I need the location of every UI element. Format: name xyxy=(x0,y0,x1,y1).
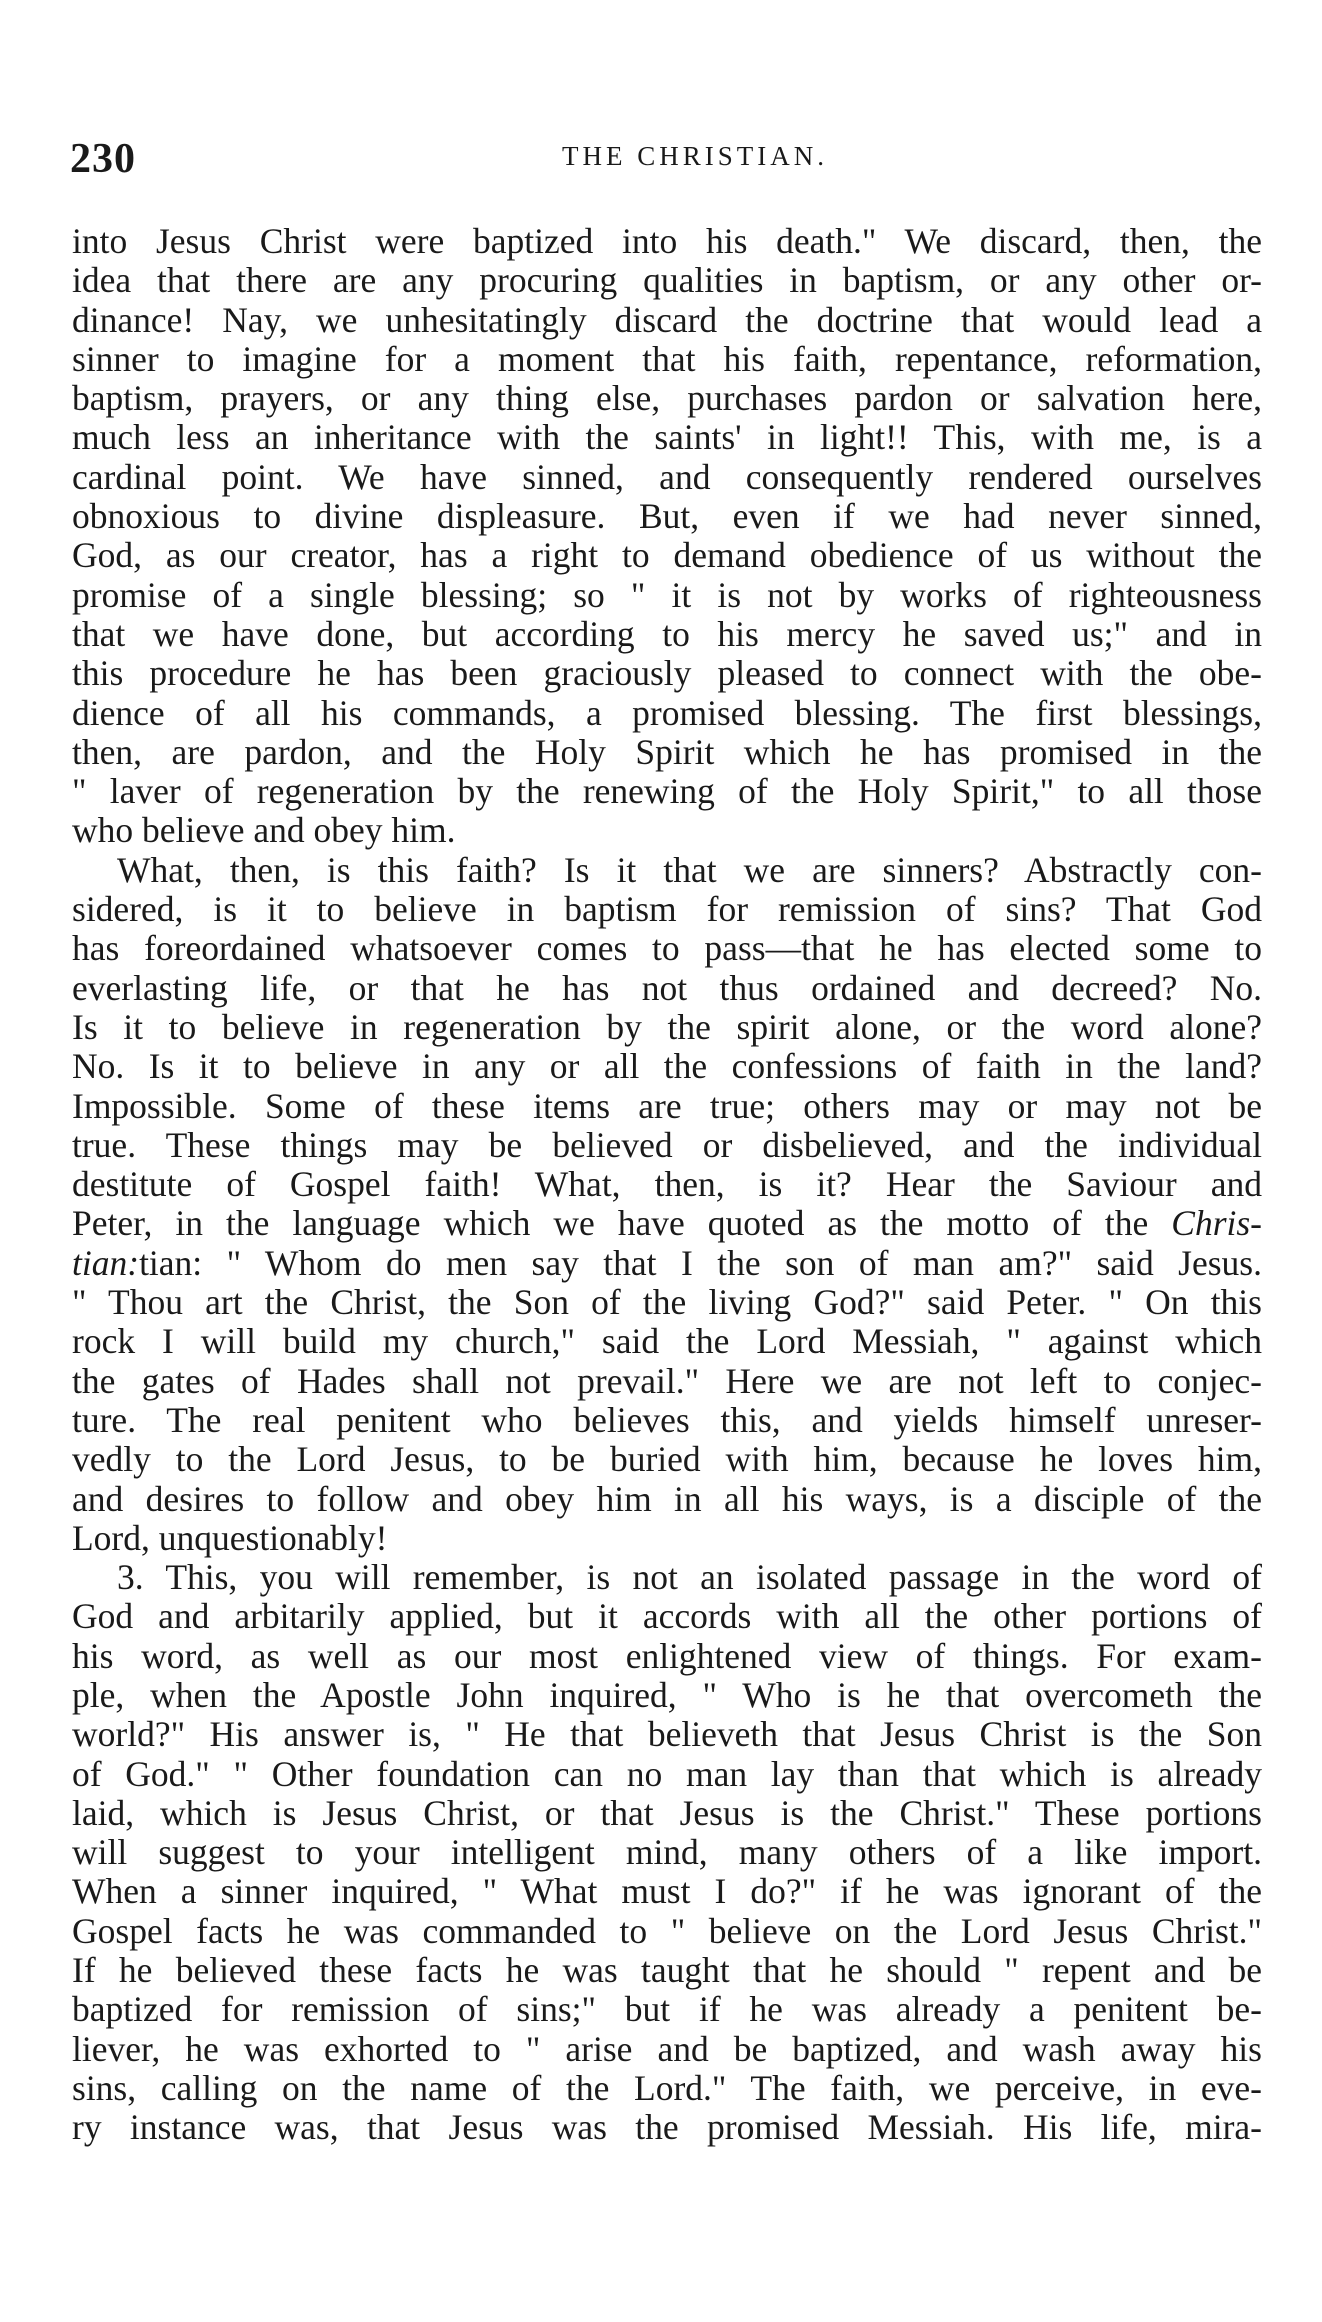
text-line: idea that there are any procuring qualities in baptism, or any other or- xyxy=(72,260,1262,301)
text-line: Is it to believe in regeneration by the spirit alone, or the word alone? xyxy=(72,1006,1262,1047)
text-line: sidered, is it to believe in baptism for remission of sins? That God xyxy=(72,889,1262,930)
text-line: much less an inheritance with the saints' in light!! This, with me, is a xyxy=(72,417,1262,458)
text-line: has foreordained whatsoever comes to pass—that he has elected some to xyxy=(72,928,1262,969)
text-line: will suggest to your intelligent mind, many others of a like import. xyxy=(72,1832,1262,1873)
text-line: God, as our creator, has a right to demand obedience of us without the xyxy=(72,535,1262,576)
text-line: everlasting life, or that he has not thus ordained and decreed? No. xyxy=(72,967,1262,1008)
text-line: world?" His answer is, " He that believeth that Jesus Christ is the Son xyxy=(72,1714,1262,1755)
text-line: his word, as well as our most enlightened view of things. For exam- xyxy=(72,1635,1262,1676)
text-line: destitute of Gospel faith! What, then, is it? Hear the Saviour and xyxy=(72,1164,1262,1205)
text-line: baptized for remission of sins;" but if he was already a penitent be- xyxy=(72,1989,1262,2030)
text-line: into Jesus Christ were baptized into his death." We discard, then, the xyxy=(72,221,1262,261)
text-line-with-italic xyxy=(72,1244,1262,1283)
text-line: Lord, unquestionably! xyxy=(72,1517,388,1558)
text-line: If he believed these facts he was taught that he should " repent and be xyxy=(72,1950,1262,1991)
text-line: laid, which is Jesus Christ, or that Jesus is the Christ." These portions xyxy=(72,1792,1262,1833)
text-line: baptism, prayers, or any thing else, purchases pardon or salvation here, xyxy=(72,378,1262,419)
text-line: ture. The real penitent who believes this, and yields himself unreser- xyxy=(72,1399,1262,1440)
paragraph-first-line: 3. This, you will remember, is not an isolated passage in the word of xyxy=(117,1557,1262,1598)
text-line: that we have done, but according to his mercy he saved us;" and in xyxy=(72,613,1262,654)
text-line: the gates of Hades shall not prevail." Here we are not left to conjec- xyxy=(72,1360,1262,1401)
text-line: of God." " Other foundation can no man lay than that which is already xyxy=(72,1753,1262,1794)
text-line: cardinal point. We have sinned, and consequently rendered ourselves xyxy=(72,456,1262,497)
paragraph-first-line: What, then, is this faith? Is it that we are sinners? Abstractly con- xyxy=(117,849,1262,890)
text-line: When a sinner inquired, " What must I do?" if he was ignorant of the xyxy=(72,1871,1262,1912)
text-line: " Thou art the Christ, the Son of the living God?" said Peter. " On this xyxy=(72,1282,1262,1323)
text-line: true. These things may be believed or disbelieved, and the individual xyxy=(72,1124,1262,1165)
page-number: 230 xyxy=(70,136,136,182)
text-line: who believe and obey him. xyxy=(72,810,456,851)
text-line: vedly to the Lord Jesus, to be buried with him, because he loves him, xyxy=(72,1439,1262,1480)
italic-title-fragment: tian: xyxy=(72,1242,140,1283)
text-line: rock I will build my church," said the Lord Messiah, " against which xyxy=(72,1321,1262,1362)
italic-title-fragment: Chris- xyxy=(1171,1203,1263,1244)
text-line: ple, when the Apostle John inquired, " Who is he that overcometh the xyxy=(72,1674,1262,1715)
text-line: and desires to follow and obey him in all his ways, is a disciple of the xyxy=(72,1478,1262,1519)
page-header xyxy=(70,135,1260,185)
text-line: promise of a single blessing; so " it is not by works of righteousness xyxy=(72,574,1262,615)
text-line: sins, calling on the name of the Lord." The faith, we perceive, in eve- xyxy=(72,2067,1262,2108)
running-title: THE CHRISTIAN. xyxy=(562,141,828,171)
text-line: " laver of regeneration by the renewing of the Holy Spirit," to all those xyxy=(72,771,1262,812)
text-segment: Peter, in the language which we have quoted as the motto of the xyxy=(72,1203,1149,1244)
text-line: dinance! Nay, we unhesitatingly discard the doctrine that would lead a xyxy=(72,299,1262,340)
text-line: ry instance was, that Jesus was the promised Messiah. His life, mira- xyxy=(72,2107,1262,2148)
text-segment: tian: " Whom do men say that I the son of man am?" said Jesus. xyxy=(139,1242,1262,1283)
text-line: No. Is it to believe in any or all the confessions of faith in the land? xyxy=(72,1046,1262,1087)
text-line: obnoxious to divine displeasure. But, even if we had never sinned, xyxy=(72,496,1262,537)
text-line: God and arbitarily applied, but it accords with all the other portions of xyxy=(72,1596,1262,1637)
text-line: then, are pardon, and the Holy Spirit which he has promised in the xyxy=(72,731,1262,772)
text-line: dience of all his commands, a promised blessing. The first blessings, xyxy=(72,692,1262,733)
text-line: liever, he was exhorted to " arise and be baptized, and wash away his xyxy=(72,2028,1262,2069)
text-line: this procedure he has been graciously pleased to connect with the obe- xyxy=(72,653,1262,694)
text-line: Impossible. Some of these items are true; others may or may not be xyxy=(72,1085,1262,1126)
text-line: sinner to imagine for a moment that his faith, repentance, reformation, xyxy=(72,338,1262,379)
body-text xyxy=(72,222,1262,2148)
text-line: Gospel facts he was commanded to " believe on the Lord Jesus Christ." xyxy=(72,1910,1262,1951)
text-line-with-italic xyxy=(72,1204,1262,1243)
